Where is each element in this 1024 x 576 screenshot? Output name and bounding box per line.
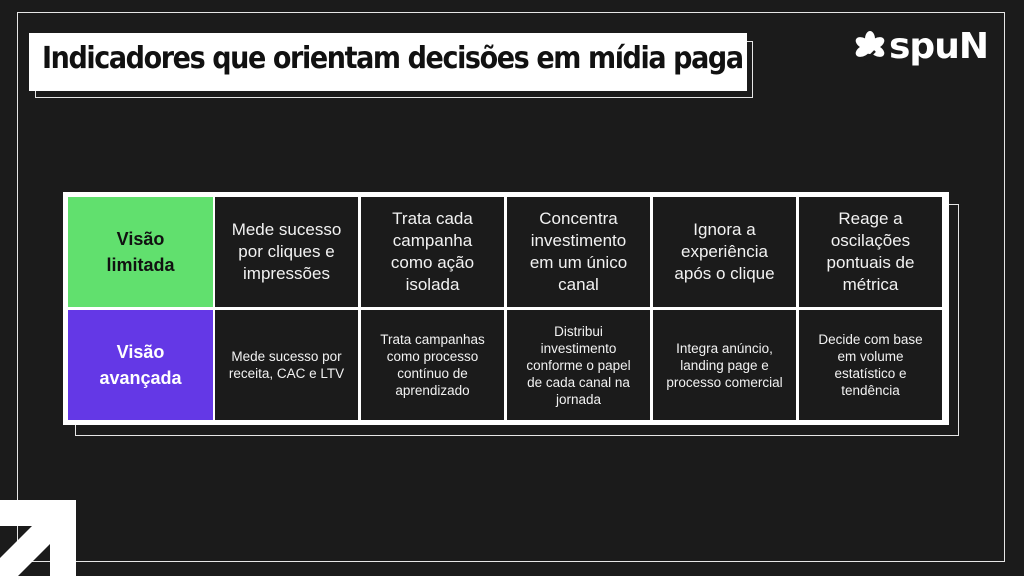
table-cell: Decide com base em volume estatístico e tendência: [799, 310, 942, 420]
logo-text: spuN: [889, 26, 988, 67]
row-label-limited: Visão limitada: [68, 197, 213, 307]
table-cell: Concentra investimento em um único canal: [507, 197, 650, 307]
table-cell: Trata cada campanha como ação isolada: [361, 197, 504, 307]
table-cell: Trata campanhas como processo contínuo de aprendizado: [361, 310, 504, 420]
table-cell: Mede sucesso por cliques e impressões: [215, 197, 358, 307]
brand-logo: [853, 27, 1003, 67]
comparison-table: [63, 192, 949, 425]
table-cell: Integra anúncio, landing page e processo comercial: [653, 310, 796, 420]
table-cell: Ignora a experiência após o clique: [653, 197, 796, 307]
arrow-up-right-icon: [0, 500, 76, 576]
spun-leaf-icon: [853, 30, 887, 64]
page-title: Indicadores que orientam decisões em mídia paga: [42, 41, 743, 76]
table-cell: Mede sucesso por receita, CAC e LTV: [215, 310, 358, 420]
table-cell: Reage a oscilações pontuais de métrica: [799, 197, 942, 307]
table-cell: Distribui investimento conforme o papel de cada canal na jornada: [507, 310, 650, 420]
row-label-advanced: Visão avançada: [68, 310, 213, 420]
